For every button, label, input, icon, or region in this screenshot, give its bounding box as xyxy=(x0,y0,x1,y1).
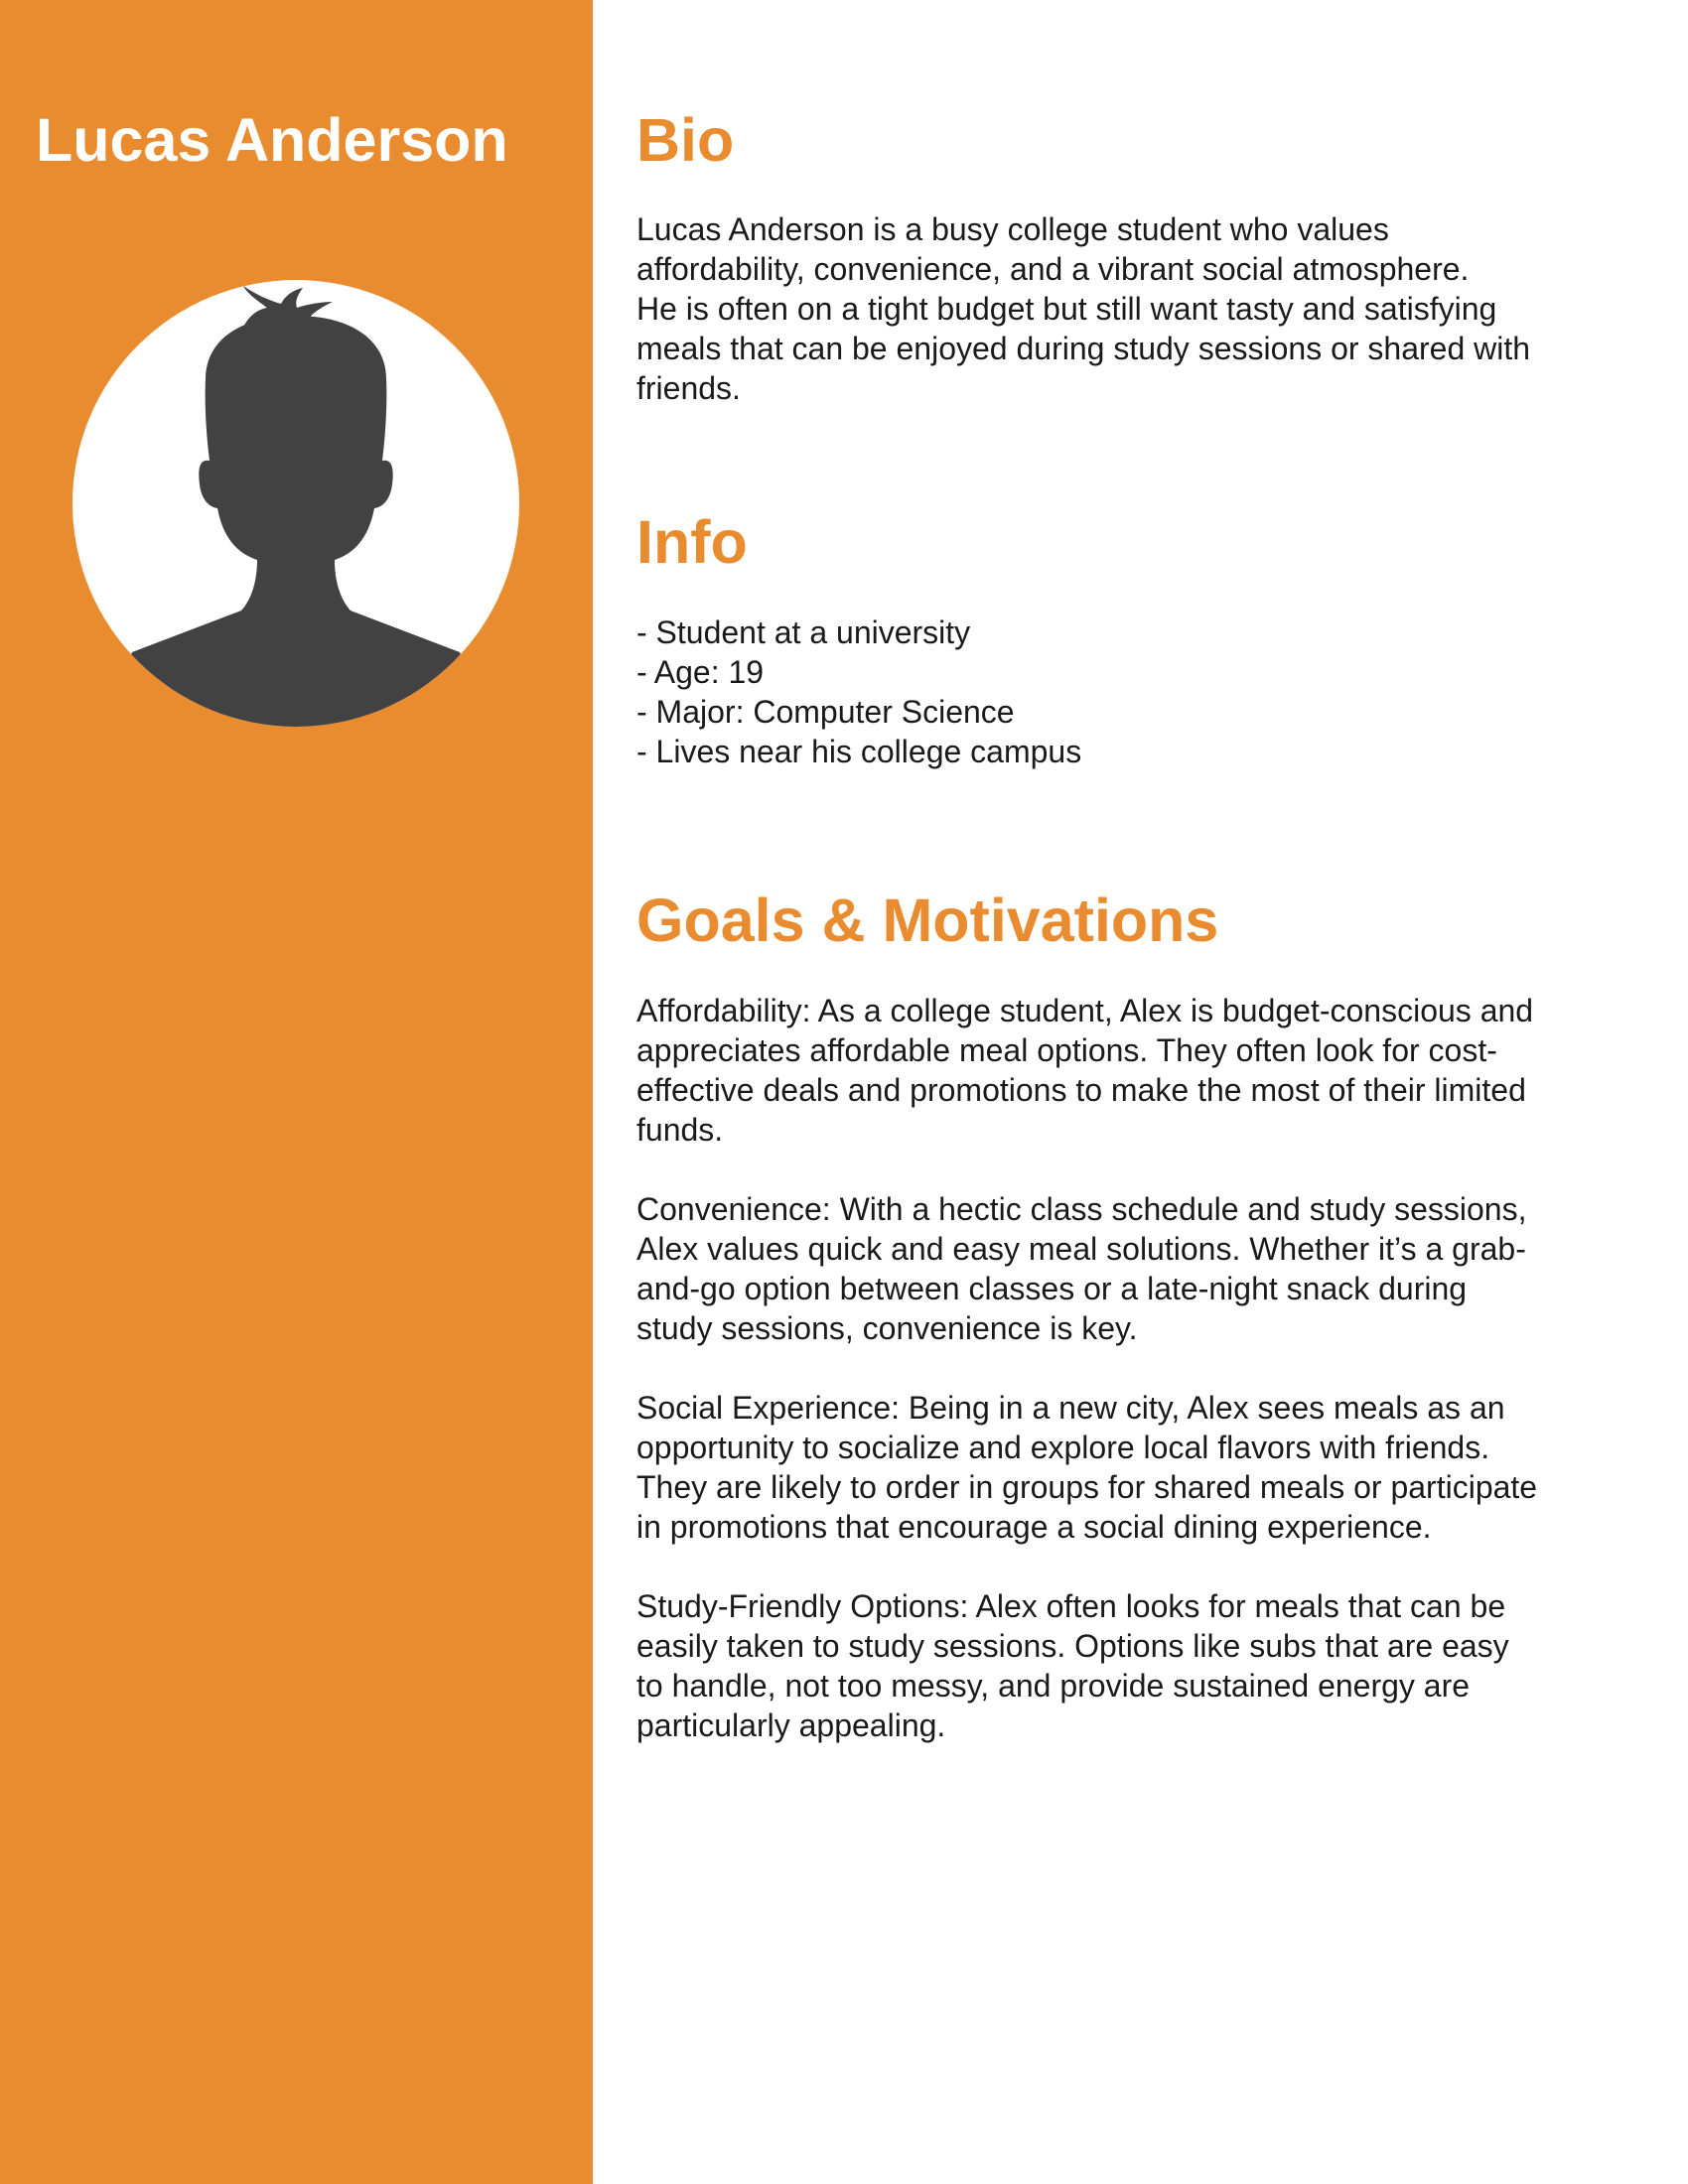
goal-convenience: Convenience: With a hectic class schedule and study sessions, Alex values quick and easy meal solutions. Whether it’s a grab- and-go option between classes or a late-night snack during study sessions, convenience is key. xyxy=(636,1191,1527,1346)
goals-heading: Goals & Motivations xyxy=(636,887,1219,954)
list-item: - Student at a university xyxy=(636,614,971,650)
bio-text: Lucas Anderson is a busy college student who values affordability, convenience, and a vibrant social atmosphere. He is often on a tight budget but still want tasty and satisfying meals that can be enjoyed during study sessions or shared with friends. xyxy=(636,211,1531,406)
persona-sidebar xyxy=(0,0,593,2184)
info-heading: Info xyxy=(636,508,748,576)
person-silhouette-icon xyxy=(72,280,519,727)
list-item: - Major: Computer Science xyxy=(636,694,1015,730)
goal-social-experience: Social Experience: Being in a new city, Alex sees meals as an opportunity to socialize and explore local flavors with friends. They are likely to order in groups for shared meals or participate in promotions that encourage a social dining experience. xyxy=(636,1390,1538,1545)
info-list xyxy=(636,613,1081,771)
avatar xyxy=(72,280,519,727)
list-item: - Age: 19 xyxy=(636,654,765,690)
goal-affordability: Affordability: As a college student, Alex is budget-conscious and appreciates affordable meal options. They often look for cost- effective deals and promotions to make the most of their limited funds. xyxy=(636,993,1534,1148)
persona-name: Lucas Anderson xyxy=(36,106,508,174)
list-item: - Lives near his college campus xyxy=(636,734,1082,769)
goal-study-friendly: Study-Friendly Options: Alex often looks for meals that can be easily taken to study sessions. Options like subs that are easy to handle, not too messy, and provide sustained energy are particularly appealing. xyxy=(636,1588,1509,1743)
bio-heading: Bio xyxy=(636,106,735,174)
